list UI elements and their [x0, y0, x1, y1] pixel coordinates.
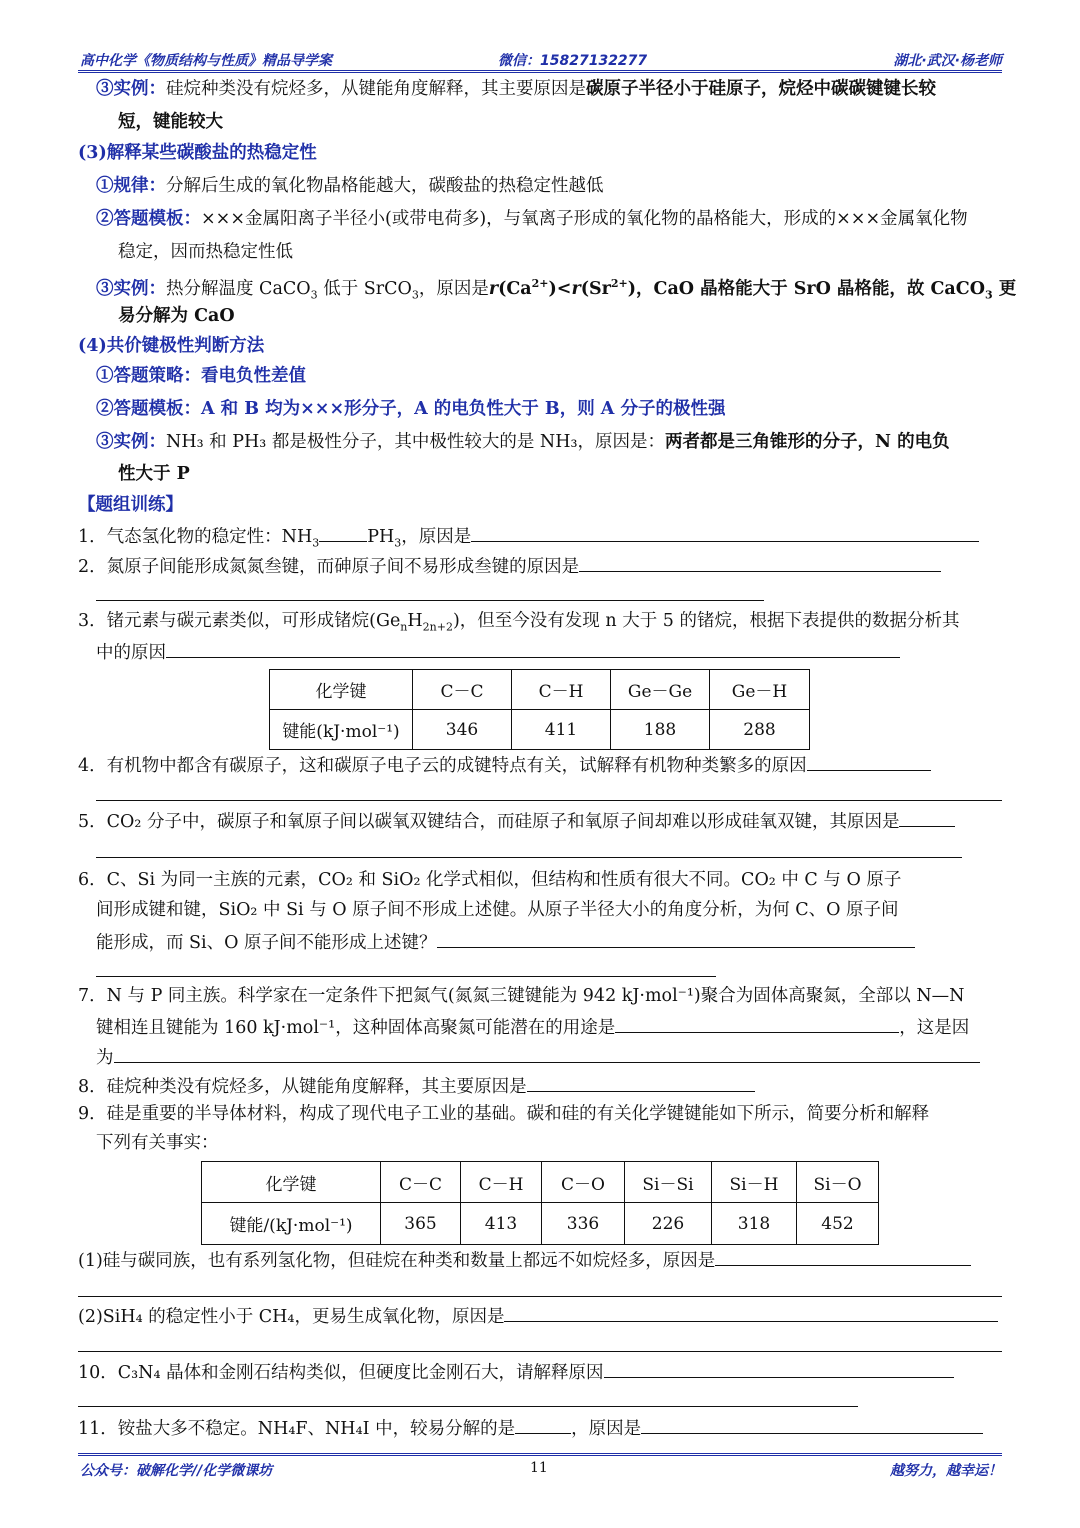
question-6-cont: 间形成键和键，SiO₂ 中 Si 与 O 原子间不形成上述健。从原子半径大小的角度分析，为何 C、O 原子间	[96, 900, 899, 920]
s3-template-cont: 稳定，因而热稳定性低	[118, 242, 293, 262]
q5-answer-line[interactable]	[899, 808, 955, 827]
question-6: 6．C、Si 为同一主族的元素，CO₂ 和 SiO₂ 化学式相似，但结构和性质有很大不同。CO₂ 中 C 与 O 原子	[78, 870, 902, 890]
s3-title: (3)解释某些碳酸盐的热稳定性	[78, 143, 317, 163]
t2-row-label: 键能/(kJ·mol⁻¹)	[202, 1203, 381, 1245]
q9-1-answer-line-2[interactable]	[78, 1296, 1002, 1297]
t1-cell: 188	[611, 710, 710, 750]
t1-cell: 288	[710, 710, 810, 750]
question-3: 3．锗元素与碳元素类似，可形成锗烷$(Ge_nH_{2n+2})$，但至今没有发现 n 大于 5 的锗烷，根据下表提供的数据分析其	[78, 611, 960, 634]
question-7-cont: 键相连且键能为 160 kJ·mol⁻¹，这种固体高聚氮可能潜在的用途是 ，这是因	[96, 1014, 969, 1040]
q10-answer-line[interactable]	[604, 1359, 954, 1378]
t2-header: C－H	[461, 1162, 542, 1203]
footer-account: 公众号：破解化学//化学微课坊	[80, 1463, 273, 1479]
t2-header: C－C	[381, 1162, 461, 1203]
q9-1-answer-line[interactable]	[715, 1247, 971, 1266]
question-9-cont: 下列有关事实：	[96, 1133, 219, 1153]
q11-blank[interactable]	[515, 1415, 571, 1434]
q9-2-answer-line[interactable]	[504, 1303, 998, 1322]
question-1: 1．气态氢化物的稳定性：$NH_3$ $PH_3$，原因是	[78, 523, 979, 556]
t2-header: Si－O	[797, 1162, 879, 1203]
t1-cell: 346	[413, 710, 512, 750]
t2-header: 化学键	[202, 1162, 381, 1203]
q11-answer-line[interactable]	[641, 1415, 983, 1434]
t1-header: 化学键	[270, 670, 413, 710]
q1-blank[interactable]	[319, 523, 367, 542]
t2-header: C－O	[542, 1162, 625, 1203]
t2-header: Si－Si	[625, 1162, 712, 1203]
q10-answer-line-2[interactable]	[78, 1406, 858, 1407]
question-7-cont2: 为	[96, 1044, 980, 1070]
s4-template: ②答题模板：A 和 B 均为×××形分子，A 的电负性大于 B，则 A 分子的极性强	[96, 399, 726, 419]
q3-answer-line[interactable]	[166, 639, 900, 658]
t2-cell: 452	[797, 1203, 879, 1245]
question-8: 8．硅烷种类没有烷烃多，从键能角度解释，其主要原因是	[78, 1073, 755, 1099]
header-author: 湖北·武汉·杨老师	[893, 53, 1002, 69]
q4-answer-line-2[interactable]	[96, 800, 1002, 801]
question-11: 11．铵盐大多不稳定。NH₄F、NH₄I 中，较易分解的是 ，原因是	[78, 1415, 983, 1441]
question-5: 5．CO₂ 分子中，碳原子和氧原子间以碳氧双键结合，而硅原子和氧原子间却难以形成硅氧双键，其原因是	[78, 808, 955, 834]
question-2: 2．氮原子间能形成氮氮叁键，而砷原子间不易形成叁键的原因是	[78, 553, 941, 579]
q7-reason-line[interactable]	[114, 1044, 980, 1063]
s3-rule: ①规律：分解后生成的氧化物晶格能越大，碳酸盐的热稳定性越低	[96, 176, 604, 196]
s4-strategy: ①答题策略：看电负性差值	[96, 366, 306, 386]
t1-header: C－H	[512, 670, 611, 710]
s2-example: ③实例：硅烷种类没有烷烃多，从键能角度解释，其主要原因是碳原子半径小于硅原子，烷烃中碳碳键键长较	[96, 79, 936, 99]
q5-answer-line-2[interactable]	[96, 857, 962, 858]
header-title: 高中化学《物质结构与性质》精品导学案	[80, 53, 332, 69]
t1-header: Ge－Ge	[611, 670, 710, 710]
s4-example-cont: 性大于 P	[118, 464, 190, 484]
t2-header: Si－H	[712, 1162, 797, 1203]
q1-answer-line[interactable]	[471, 523, 979, 542]
header-wechat: 微信：15827132277	[498, 53, 648, 69]
bond-energy-table-1	[269, 669, 810, 750]
t2-cell: 336	[542, 1203, 625, 1245]
question-9-1: (1)硅与碳同族，也有系列氢化物，但硅烷在种类和数量上都远不如烷烃多，原因是	[78, 1247, 971, 1273]
t1-row-label: 键能(kJ·mol⁻¹)	[270, 710, 413, 750]
question-3-cont: 中的原因	[96, 639, 900, 665]
t2-cell: 318	[712, 1203, 797, 1245]
q6-answer-line-2[interactable]	[96, 976, 716, 977]
question-9: 9．硅是重要的半导体材料，构成了现代电子工业的基础。碳和硅的有关化学键键能如下所示，简要分析和解释	[78, 1104, 930, 1124]
practice-title: 【题组训练】	[78, 495, 183, 515]
s2-example-cont: 短，键能较大	[118, 112, 223, 132]
question-4: 4．有机物中都含有碳原子，这和碳原子电子云的成键特点有关，试解释有机物种类繁多的原因	[78, 752, 931, 778]
s3-example-cont: 易分解为 CaO	[118, 306, 235, 326]
footer-slogan: 越努力，越幸运！	[890, 1463, 1002, 1479]
t1-header: C－C	[413, 670, 512, 710]
s3-example: ③实例：热分解温度 CaCO$_3$ 低于 SrCO$_3$，原因是$r(Ca^{2+})<r(Sr^{2+})$，CaO 晶格能大于 SrO 晶格能，故 CaCO$_3$ 更	[96, 277, 1017, 302]
page-footer	[78, 1453, 1002, 1480]
bond-energy-table-2	[201, 1161, 879, 1245]
page-number: 11	[530, 1460, 548, 1476]
question-10: 10．C₃N₄ 晶体和金刚石结构类似，但硬度比金刚石大，请解释原因	[78, 1359, 954, 1385]
q8-answer-line[interactable]	[527, 1073, 755, 1092]
q9-2-answer-line-2[interactable]	[78, 1351, 1002, 1352]
question-6-cont2: 能形成，而 Si、O 原子间不能形成上述键？	[96, 929, 915, 955]
q6-answer-line[interactable]	[437, 929, 915, 948]
t2-cell: 226	[625, 1203, 712, 1245]
t2-cell: 365	[381, 1203, 461, 1245]
s4-title: (4)共价键极性判断方法	[78, 336, 265, 356]
page-header	[78, 48, 1002, 73]
s3-template: ②答题模板：×××金属阳离子半径小(或带电荷多)，与氧离子形成的氧化物的晶格能大，形成的×××金属氧化物	[96, 209, 968, 229]
t1-cell: 411	[512, 710, 611, 750]
q7-answer-blank[interactable]	[615, 1014, 899, 1033]
q2-answer-line-2[interactable]	[96, 600, 764, 601]
s4-example: ③实例：NH₃ 和 PH₃ 都是极性分子，其中极性较大的是 NH₃，原因是：两者都是三角锥形的分子，N 的电负	[96, 432, 950, 452]
q4-answer-line[interactable]	[807, 752, 931, 771]
t2-cell: 413	[461, 1203, 542, 1245]
question-9-2: (2)SiH₄ 的稳定性小于 CH₄，更易生成氧化物，原因是	[78, 1303, 998, 1329]
q2-answer-line[interactable]	[579, 553, 941, 572]
t1-header: Ge－H	[710, 670, 810, 710]
question-7: 7．N 与 P 同主族。科学家在一定条件下把氮气(氮氮三键键能为 942 kJ·mol⁻¹)聚合为固体高聚氮，全部以 N—N	[78, 986, 965, 1006]
